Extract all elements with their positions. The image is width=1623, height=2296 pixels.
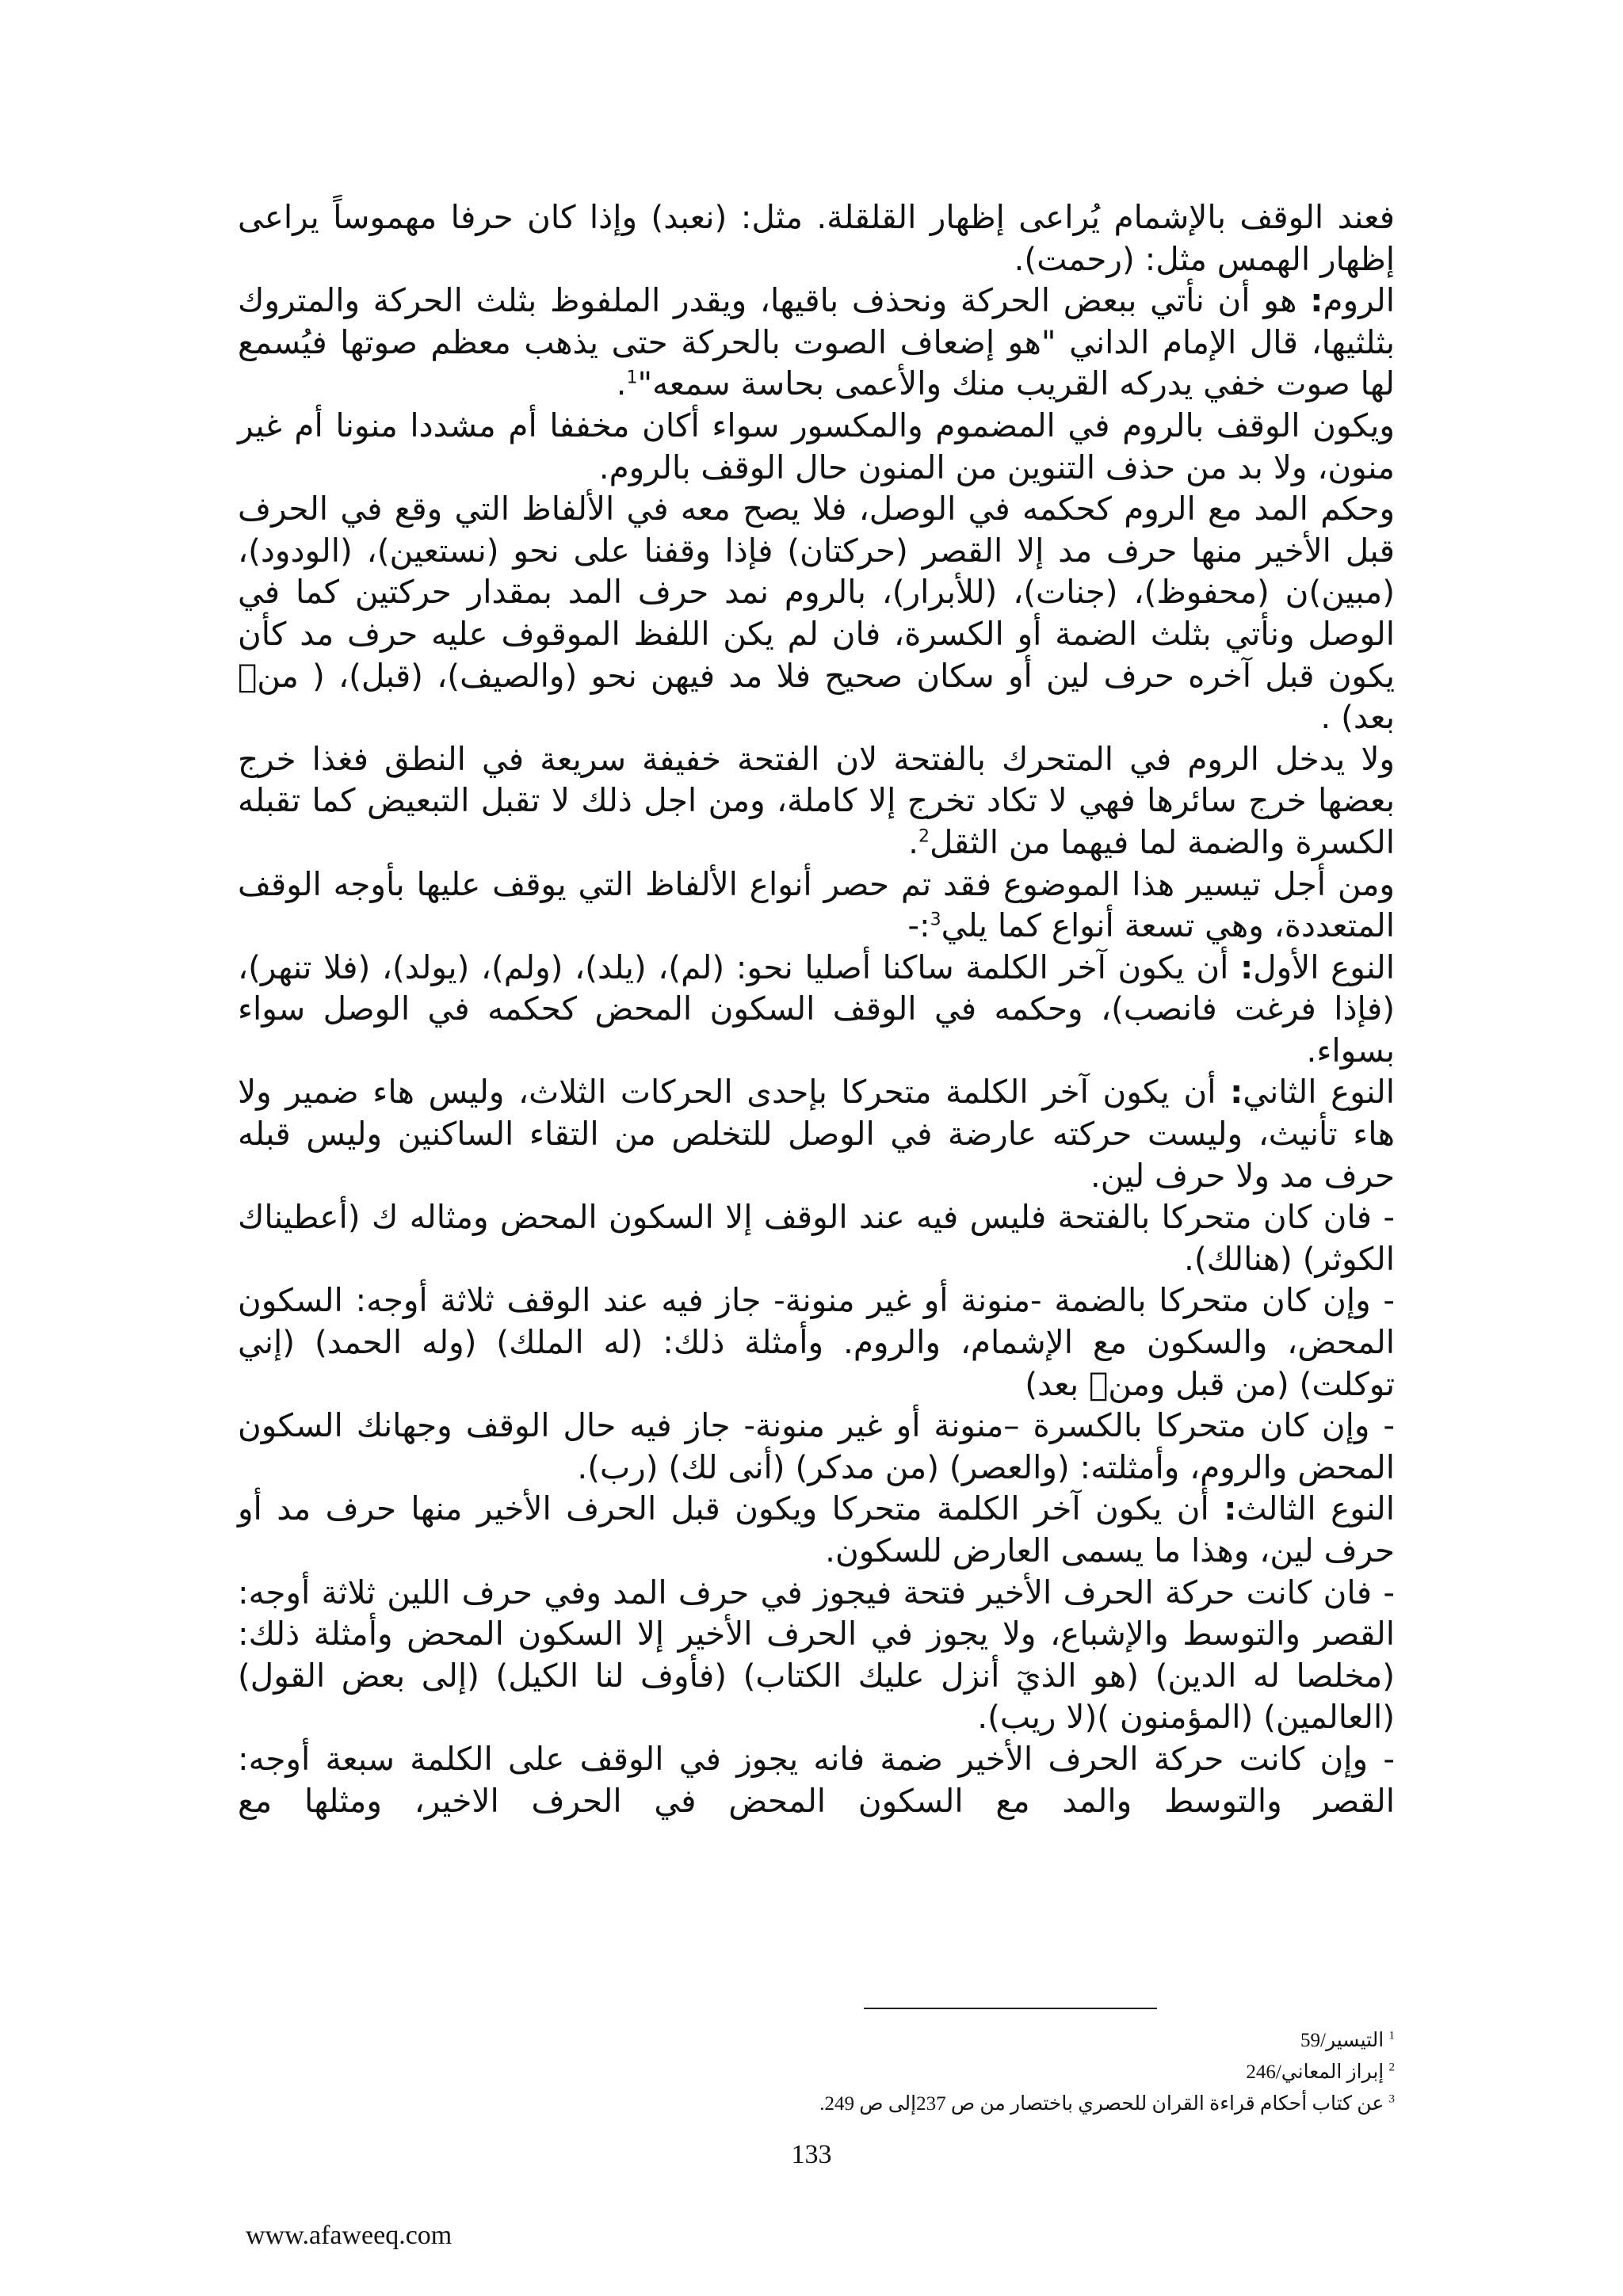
paragraph — [238, 947, 1395, 1072]
footnote-item — [238, 2057, 1395, 2088]
section-term: النوع الأول — [1253, 948, 1396, 986]
paragraph — [238, 196, 1395, 280]
paragraph — [238, 280, 1395, 405]
footnotes — [238, 2025, 1395, 2120]
paragraph-tail: . — [908, 822, 918, 861]
paragraph — [238, 1488, 1395, 1571]
footnote-reference[interactable]: 3 — [930, 910, 941, 930]
paragraph-text: أن يكون آخر الكلمة متحركا بإحدى الحركات الثلاث، وليس هاء ضمير ولا هاء تأنيث، وليست حركته عارضة في الوصل للتخلص من التقاء الساكنين وليس قبله حرف مد ولا حرف لين. — [238, 1073, 1395, 1195]
paragraph — [238, 1738, 1395, 1821]
footnote-text: عن كتاب أحكام قراءة القران للحصري باختصار من ص 237إلى ص 249. — [819, 2093, 1384, 2115]
section-term: الروم — [1323, 281, 1395, 320]
paragraph — [238, 1071, 1395, 1196]
paragraph-text: - وإن كان متحركا بالضمة -منونة أو غير منونة- جاز فيه عند الوقف ثلاثة أوجه: السكون المحض، والسكون مع الإشمام، والروم. وأمثلة ذلك: (له الملك) (وله الحمد) (إني توكلت) (من قبل ومنۢ بعد) — [238, 1281, 1395, 1403]
page-number: 133 — [791, 2140, 832, 2169]
body-text — [238, 196, 1395, 1821]
paragraph — [238, 405, 1395, 488]
paragraph-text: - وإن كان متحركا بالكسرة –منونة أو غير منونة- جاز فيه حال الوقف وجهانك السكون المحض والروم، وأمثلته: (والعصر) (من مدكر) (أنى لك) (رب). — [238, 1406, 1395, 1486]
paragraph-text: أن يكون آخر الكلمة متحركا ويكون قبل الحرف الأخير منها حرف مد أو حرف لين، وهذا ما يسمى العارض للسكون. — [238, 1489, 1395, 1569]
paragraph-text: أن يكون آخر الكلمة ساكنا أصليا نحو: (لم)، (يلد)، (ولم)، (يولد)، (فلا تنهر)، (فإذا فرغت فانصب)، وحكمه في الوقف السكون المحض كحكمه في الوصل سواء بسواء. — [238, 948, 1395, 1070]
footnote-item — [238, 2088, 1395, 2120]
section-term: النوع الثاني — [1243, 1073, 1395, 1112]
site-url: www.afaweeq.com — [246, 2221, 453, 2250]
paragraph-text: فعند الوقف بالإشمام يُراعى إظهار القلقلة. مثل: (نعبد) وإذا كان حرفا مهموساً يراعى إظهار الهمس مثل: (رحمت). — [238, 198, 1395, 278]
term-colon: : — [1224, 1489, 1237, 1528]
paragraph-text: ومن أجل تيسير هذا الموضوع فقد تم حصر أنواع الألفاظ التي يوقف عليها بأوجه الوقف المتعددة، وهي تسعة أنواع كما يلي — [238, 864, 1395, 945]
term-colon: : — [1239, 948, 1254, 986]
paragraph-text: هو أن نأتي ببعض الحركة ونحذف باقيها، ويقدر الملفوظ بثلث الحركة والمتروك بثلثيها، قال الإمام الداني "هو إضعاف الصوت بالحركة حتى يذهب معظم صوتها فيُسمع لها صوت خفي يدركه القريب منك والأعمى بحاسة سمعه" — [238, 281, 1395, 403]
paragraph-text: ولا يدخل الروم في المتحرك بالفتحة لان الفتحة خفيفة سريعة في النطق فغذا خرج بعضها خرج سائرها فهي لا تكاد تخرج إلا كاملة، ومن اجل ذلك لا تقبل التبعيض كما تقبله الكسرة والضمة لما فيهما من الثقل — [238, 739, 1395, 861]
paragraph-text: وحكم المد مع الروم كحكمه في الوصل، فلا يصح معه في الألفاظ التي وقع في الحرف قبل الأخير منها حرف مد إلا القصر (حركتان) فإذا وقفنا على نحو (نستعين)، (الودود)، (مبين)ن (محفوظ)، (جنات)، (للأبرار)، بالروم نمد حرف المد بمقدار حركتين كما في الوصل ونأتي بثلث الضمة أو الكسرة، فان لم يكن اللفظ الموقوف عليه حرف مد كأن يكون قبل آخره حرف لين أو سكان صحيح فلا مد فيهن نحو (والصيف)، (قبل)، ( منۢ بعد) . — [238, 490, 1395, 737]
footnote-item — [238, 2025, 1395, 2057]
footnote-number: 2 — [1388, 2061, 1395, 2074]
term-colon: : — [1310, 281, 1323, 320]
paragraph — [238, 1405, 1395, 1488]
paragraph — [238, 1196, 1395, 1280]
footnote-reference[interactable]: 2 — [918, 826, 930, 847]
paragraph — [238, 738, 1395, 864]
paragraph-text: ويكون الوقف بالروم في المضموم والمكسور سواء أكان مخففا أم مشددا منونا أم غير منون، ولا بد من حذف التنوين من المنون حال الوقف بالروم. — [238, 406, 1395, 486]
footnote-text: التيسير/59 — [1300, 2030, 1384, 2051]
footnote-text: إبراز المعاني/246 — [1246, 2061, 1384, 2083]
paragraph — [238, 1280, 1395, 1405]
paragraph — [238, 864, 1395, 947]
paragraph-tail: :- — [907, 906, 930, 945]
paragraph-tail: . — [616, 364, 627, 403]
footnote-separator — [864, 2008, 1157, 2009]
footnote-number: 3 — [1388, 2092, 1395, 2106]
paragraph — [238, 1572, 1395, 1738]
paragraph-text: - فان كان متحركا بالفتحة فليس فيه عند الوقف إلا السكون المحض ومثاله ك (أعطيناك الكوثر) (هنالك). — [238, 1198, 1395, 1278]
paragraph — [238, 488, 1395, 738]
footnote-reference[interactable]: 1 — [626, 368, 638, 388]
term-colon: : — [1230, 1073, 1243, 1112]
paragraph-text: - فان كانت حركة الحرف الأخير فتحة فيجوز في حرف المد وفي حرف اللين ثلاثة أوجه: القصر والتوسط والإشباع، ولا يجوز في الحرف الأخير إلا السكون المحض وأمثلة ذلك: (مخلصا له الدين) (هو الذيٓ أنزل عليك الكتاب) (فأوف لنا الكيل) (إلى بعض القول) (العالمين) (المؤمنون )(لا ريب). — [238, 1573, 1395, 1737]
footnote-number: 1 — [1388, 2029, 1395, 2042]
paragraph-text: - وإن كانت حركة الحرف الأخير ضمة فانه يجوز في الوقف على الكلمة سبعة أوجه: القصر والتوسط والمد مع السكون المحض في الحرف الاخير، ومثلها مع — [238, 1739, 1395, 1820]
section-term: النوع الثالث — [1236, 1489, 1395, 1528]
